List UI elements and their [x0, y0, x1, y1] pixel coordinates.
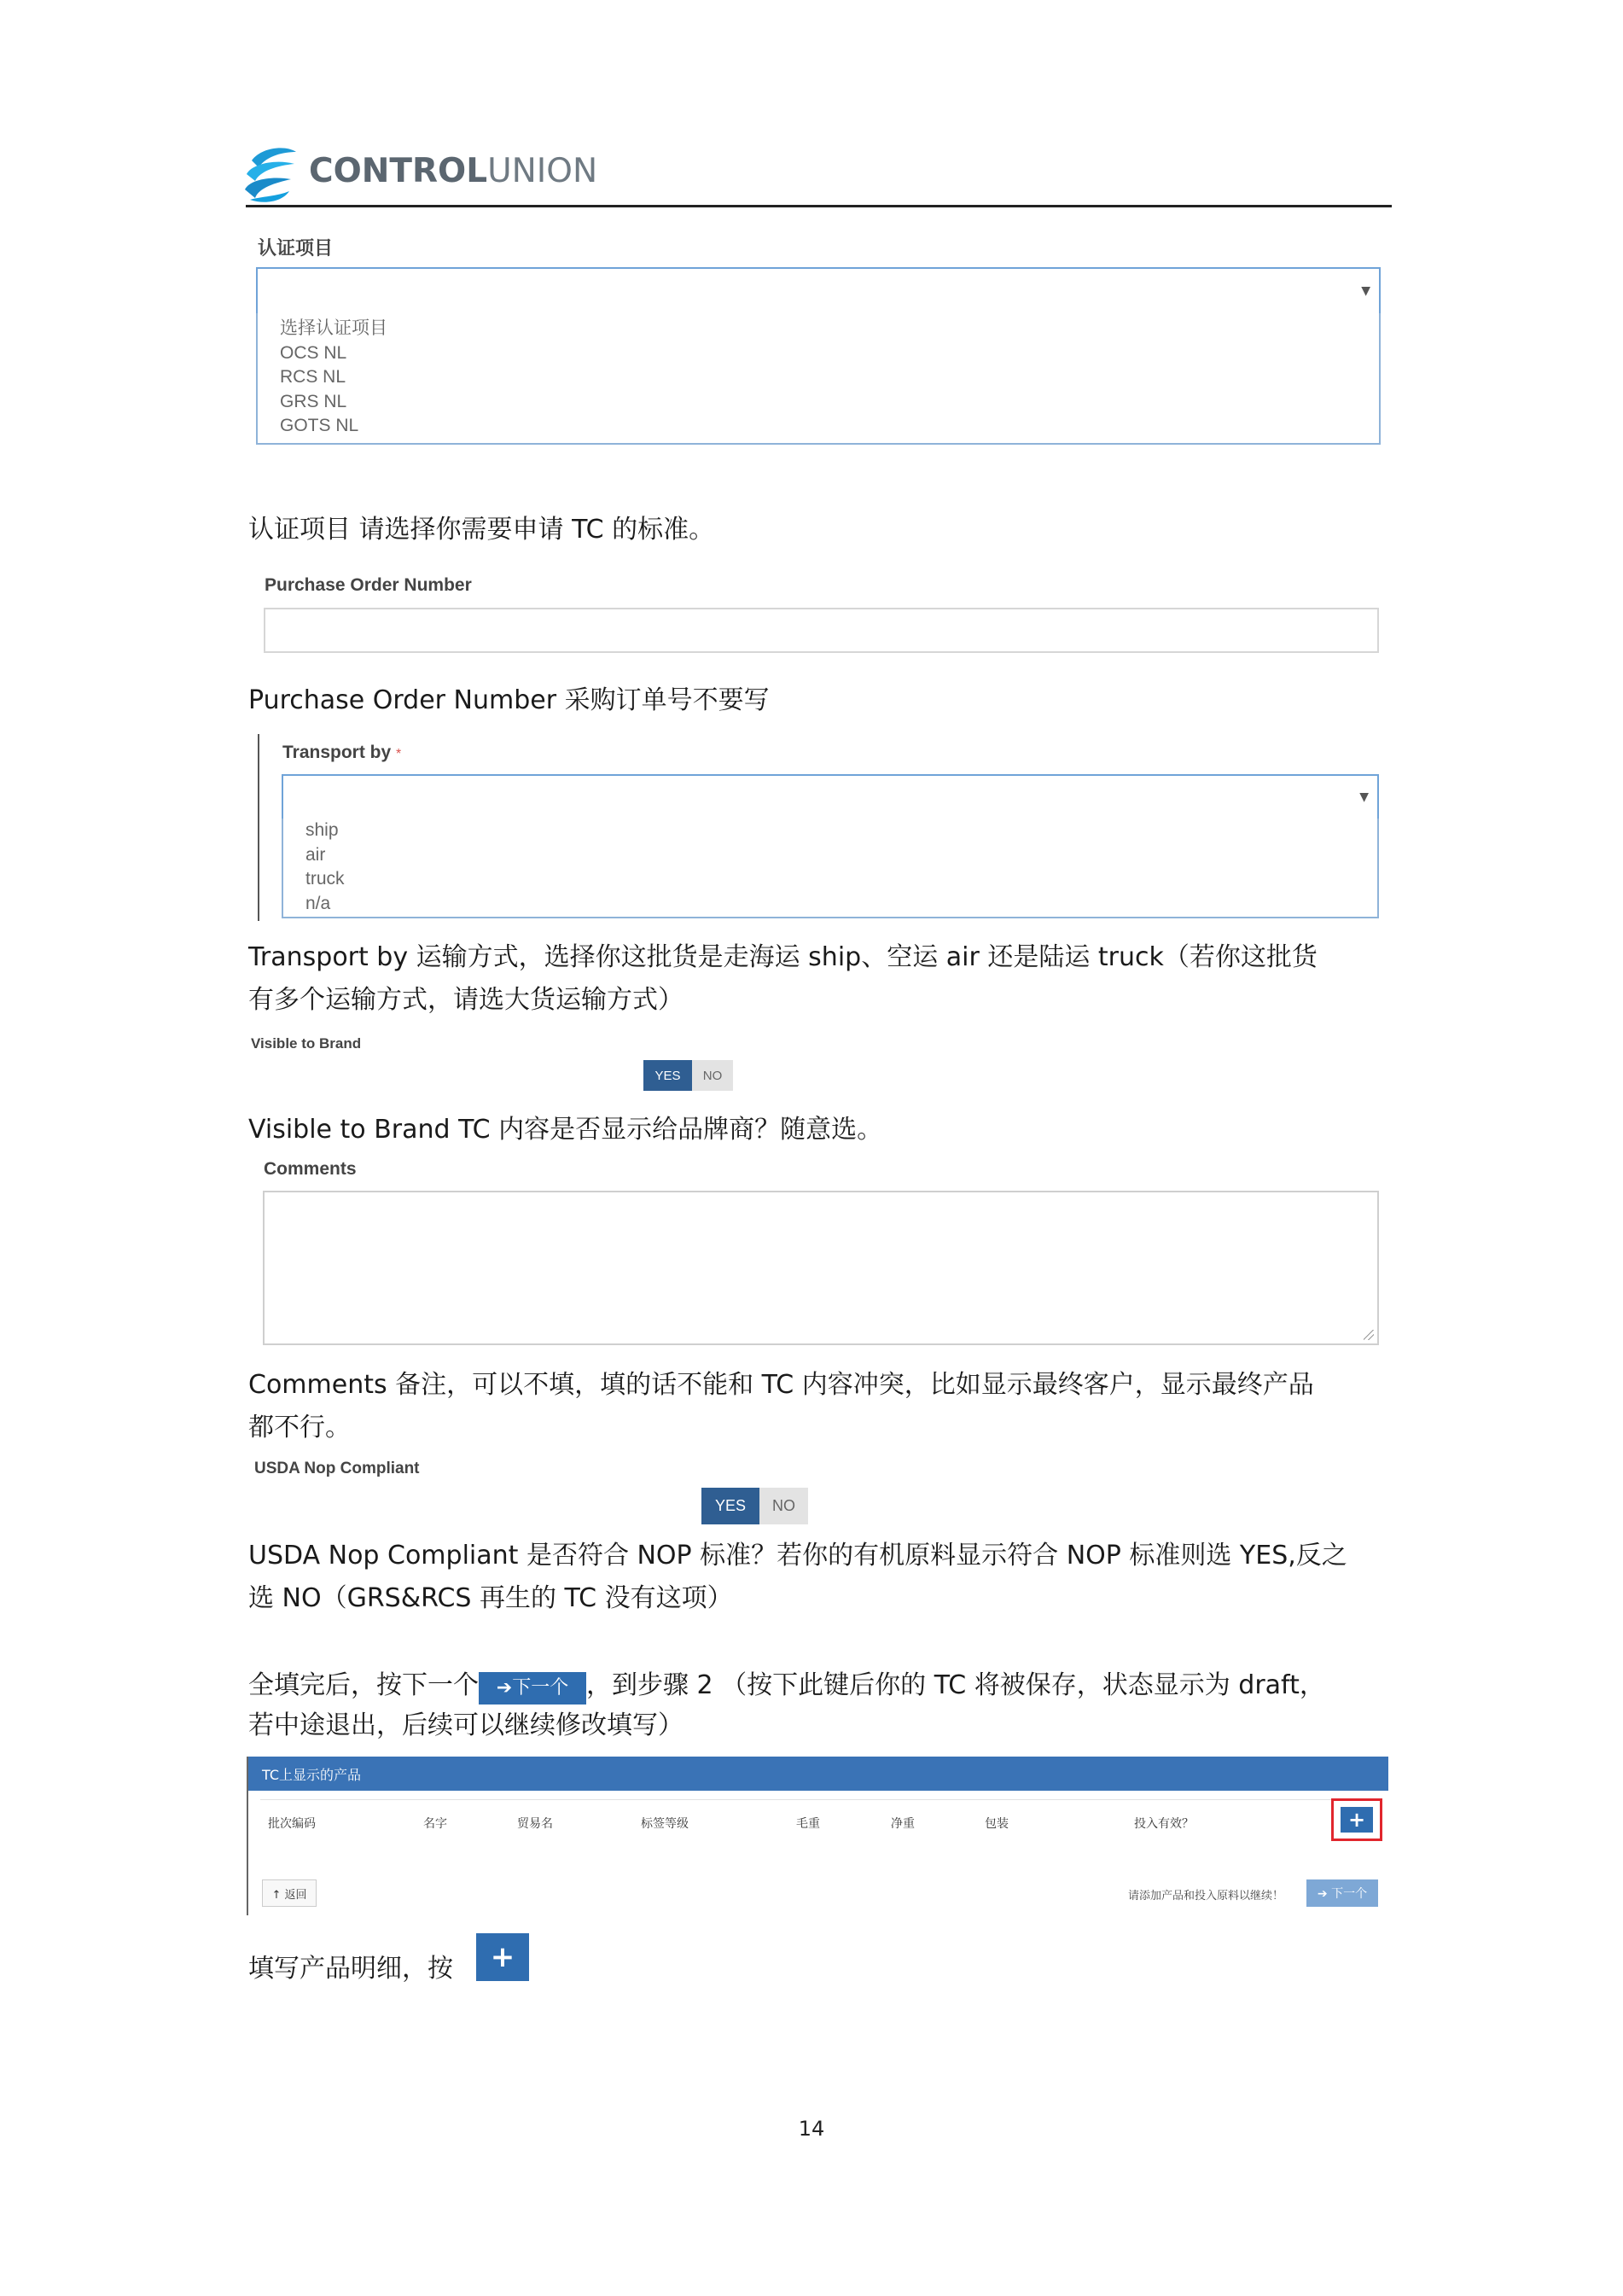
back-button[interactable]: ↑ 返回 [262, 1879, 317, 1907]
usda-caption-line1: USDA Nop Compliant 是否符合 NOP 标准？若你的有机原料显示符合 NOP 标准则选 YES,反之 [248, 1541, 1347, 1570]
page-number: 14 [798, 2117, 825, 2141]
cert-option[interactable]: 选择认证项目 [280, 318, 387, 338]
header-divider [246, 205, 1392, 207]
add-button-example: + [476, 1933, 529, 1981]
product-panel-header [248, 1757, 1388, 1791]
section-frame-line [258, 734, 259, 921]
column-header: 净重 [891, 1817, 915, 1831]
comments-caption-line1: Comments 备注，可以不填，填的话不能和 TC 内容冲突，比如显示最终客户，显示最终产品 [248, 1370, 1314, 1400]
chevron-down-icon: ▼ [1361, 284, 1370, 298]
toggle-yes[interactable]: YES [643, 1060, 692, 1091]
next-step-line1: 全填完后，按下一个 ➔下一个 ，到步骤 2 （按下此键后你的 TC 将被保存，状态显示为 draft， [248, 1664, 1325, 1707]
product-panel-title: TC上显示的产品 [262, 1767, 362, 1783]
add-product-button[interactable]: + [1341, 1807, 1373, 1833]
visible-brand-toggle[interactable] [643, 1060, 733, 1091]
logo-wordmark: CONTROLUNION [309, 152, 598, 190]
table-header-rule [260, 1799, 1378, 1800]
transport-option[interactable]: air [305, 844, 326, 865]
po-caption: Purchase Order Number 采购订单号不要写 [248, 685, 770, 715]
column-header: 名字 [423, 1817, 447, 1831]
transport-caption-line1: Transport by 运输方式，选择你这批货是走海运 ship、空运 air 还是陆运 truck（若你这批货 [248, 942, 1318, 972]
po-label: Purchase Order Number [265, 575, 472, 595]
hint-text: 请添加产品和投入原料以继续！ [1128, 1890, 1284, 1903]
next-button[interactable]: ➔ 下一个 [1306, 1879, 1378, 1907]
column-header: 批次编码 [268, 1817, 316, 1831]
column-header: 毛重 [796, 1817, 820, 1831]
usda-caption-line2: 选 NO（GRS&RCS 再生的 TC 没有这项） [248, 1583, 733, 1613]
po-input[interactable] [264, 608, 1379, 653]
cert-select[interactable] [256, 267, 1381, 315]
next-step-line2: 若中途退出，后续可以继续修改填写） [248, 1710, 684, 1740]
visible-brand-label: Visible to Brand [251, 1035, 362, 1052]
toggle-no[interactable]: NO [759, 1488, 808, 1524]
cert-option[interactable]: GRS NL [280, 391, 347, 411]
toggle-no[interactable]: NO [692, 1060, 733, 1091]
comments-caption-line2: 都不行。 [248, 1413, 351, 1442]
column-header: 包装 [985, 1817, 1009, 1831]
transport-option[interactable]: truck [305, 869, 345, 889]
cert-option[interactable]: GOTS NL [280, 416, 359, 436]
resize-handle-icon[interactable] [1364, 1330, 1374, 1340]
transport-dropdown [282, 819, 1379, 918]
chevron-down-icon: ▼ [1359, 790, 1369, 804]
visible-brand-caption: Visible to Brand TC 内容是否显示给品牌商？随意选。 [248, 1115, 883, 1145]
transport-select[interactable] [282, 774, 1379, 820]
add-button-highlight [1331, 1798, 1382, 1841]
usda-label: USDA Nop Compliant [254, 1460, 420, 1477]
column-header: 贸易名 [517, 1817, 553, 1831]
cert-caption: 认证项目 请选择你需要申请 TC 的标准。 [248, 515, 715, 545]
control-union-logo-icon [243, 145, 298, 205]
cert-option[interactable]: RCS NL [280, 367, 346, 388]
comments-label: Comments [264, 1159, 357, 1179]
column-header: 标签等级 [641, 1817, 689, 1831]
cert-option[interactable]: OCS NL [280, 342, 347, 363]
final-caption: 填写产品明细，按 [248, 1954, 453, 1984]
next-button-example: ➔下一个 [479, 1672, 586, 1705]
comments-textarea[interactable] [263, 1191, 1379, 1345]
product-panel [248, 1757, 1388, 1915]
cert-dropdown [256, 313, 1381, 445]
transport-caption-line2: 有多个运输方式，请选大货运输方式） [248, 985, 684, 1015]
transport-option[interactable]: n/a [305, 893, 331, 913]
toggle-yes[interactable]: YES [701, 1488, 759, 1524]
column-header: 投入有效？ [1134, 1817, 1194, 1831]
transport-option[interactable]: ship [305, 820, 339, 840]
cert-label: 认证项目 [258, 237, 334, 259]
usda-toggle[interactable] [701, 1488, 808, 1524]
transport-label: Transport by * [282, 743, 402, 762]
